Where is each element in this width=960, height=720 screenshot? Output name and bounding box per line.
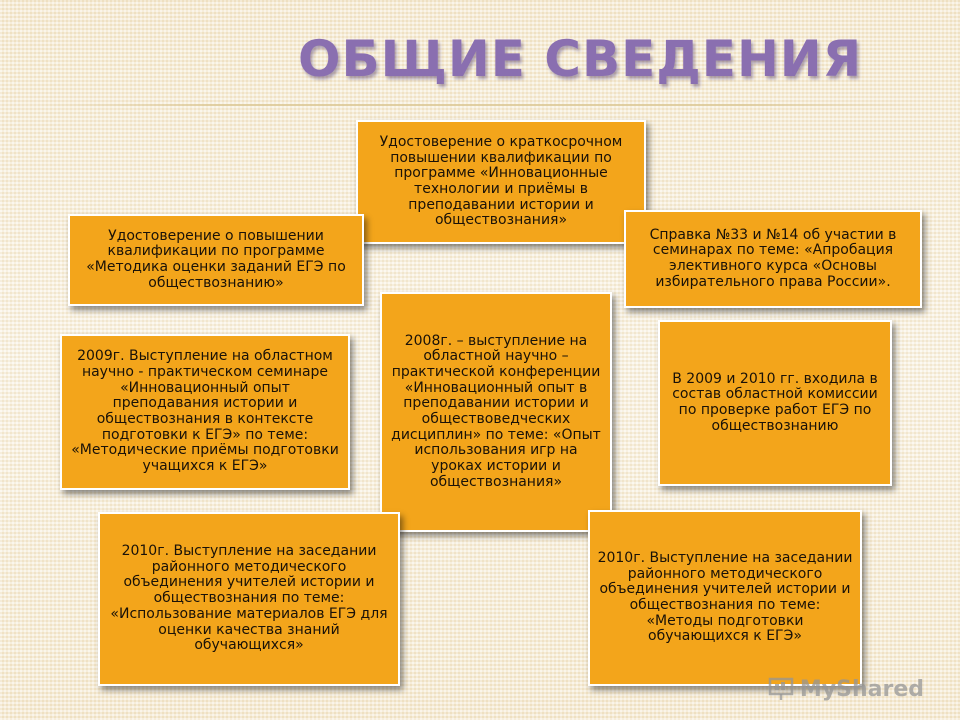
- card-middle-right: [658, 320, 892, 486]
- card-center: [380, 292, 612, 532]
- title-divider: [40, 104, 920, 106]
- card-bottom-left-text: 2010г. Выступление на заседании районного методического объединения учителей истории и обществознания по теме: «Использование материалов ЕГЭ для оценки качества знаний обучающихся»: [110, 543, 388, 654]
- watermark-text: MyShared: [799, 676, 924, 702]
- card-top-center: [356, 120, 646, 244]
- presentation-icon: [768, 676, 794, 702]
- card-bottom-left: [98, 512, 400, 686]
- card-middle-left: [60, 334, 350, 490]
- card-middle-left-text: 2009г. Выступление на областном научно - практическом семинаре «Инновационный опыт преподавания истории и обществознания в контексте подготовки к ЕГЭ» по теме: «Методические приёмы подготовки учащихся к ЕГЭ»: [71, 348, 339, 475]
- card-bottom-right-text: 2010г. Выступление на заседании районного методического объединения учителей истории и обществознания по теме: «Методы подготовки обучающихся к ЕГЭ»: [597, 549, 853, 645]
- card-top-right: [624, 210, 922, 308]
- card-middle-right-text: В 2009 и 2010 гг. входила в состав областной комиссии по проверке работ ЕГЭ по обществознанию: [672, 370, 878, 434]
- slide-title: ОБЩИЕ СВЕДЕНИЯ: [298, 30, 863, 88]
- card-top-left-text: Удостоверение о повышении квалификации по программе «Методика оценки заданий ЕГЭ по обществознанию»: [86, 227, 346, 291]
- card-bottom-right: [588, 510, 862, 686]
- watermark: [768, 676, 924, 702]
- card-top-center-text: Удостоверение о краткосрочном повышении квалификации по программе «Инновационные технологии и приёмы в преподавании истории и обществознания»: [379, 133, 623, 229]
- card-top-right-text: Справка №33 и №14 об участии в семинарах по теме: «Апробация элективного курса «Основы избирательного права России».: [649, 226, 897, 290]
- card-center-text: 2008г. – выступление на областной научно – практической конференции «Инновационный опыт в преподавании истории и обществоведческих дисциплин» по теме: «Опыт использования игр на уроках истории и обществознания»: [391, 332, 601, 490]
- card-top-left: [68, 214, 364, 306]
